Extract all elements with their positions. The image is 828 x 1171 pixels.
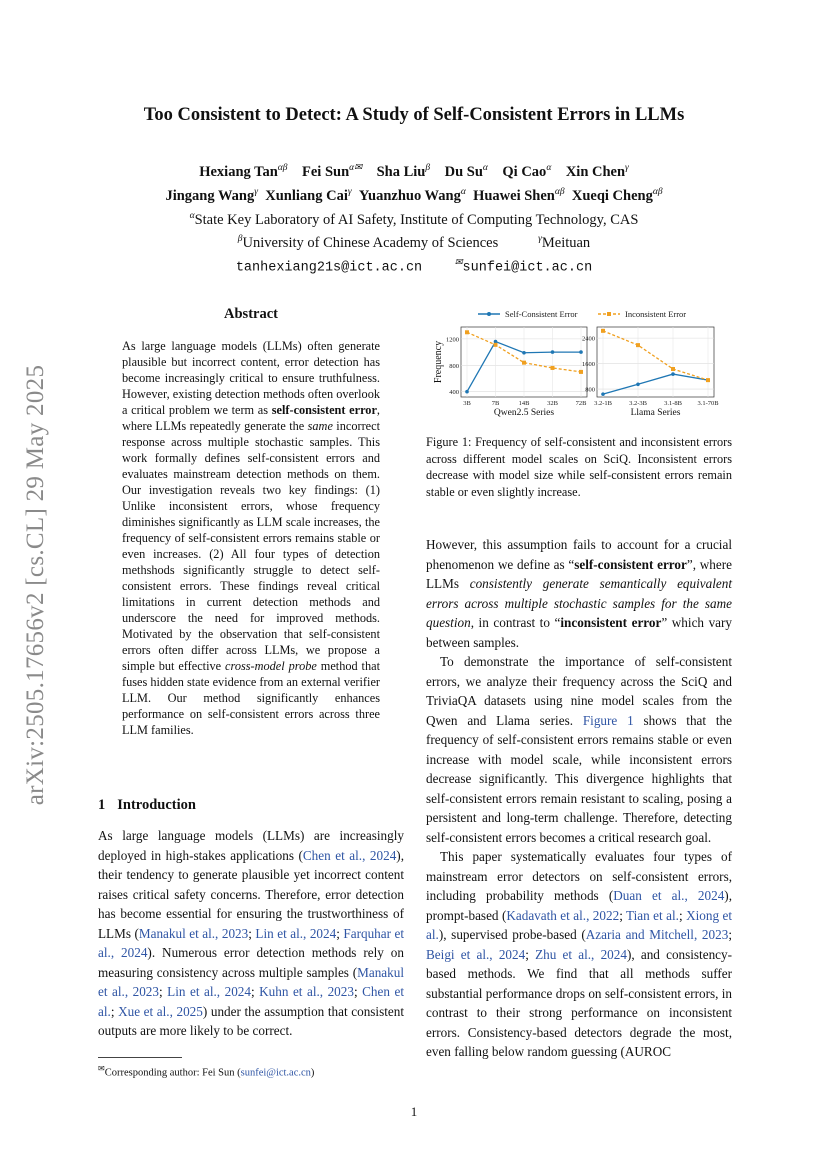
author: Du $Su^\alpha$ [444,163,488,180]
email-line [0,253,828,279]
paper-title: Too Consistent to Detect: A Study of Self-Consistent Errors in LLMs [143,105,685,125]
x-tick-label: 3.1-70B [697,400,719,407]
figure-caption: Figure 1: Frequency of self-consistent and inconsistent errors across different model scales on SciQ. Inconsistent errors decrease with model size while self-consistent errors remain stable or even slightly increase. [426,435,732,499]
citation-link[interactable]: Xiong et al. [426,907,732,942]
x-tick-label: 3.2-3B [629,400,647,407]
inconsistent-point [601,329,605,333]
inconsistent-point [636,343,640,347]
paragraph: To demonstrate the importance of self-consistent errors, we analyze their frequency across the SciQ and TriviaQA datasets using nine model scales from the Qwen and Llama series. Figure 1 shows that the frequency of self-consistent errors remains stable or even increase with model scale, while inconsistent errors decrease significantly. This divergence highlights that self-consistent errors remain resistant to scaling, posing a persistent and long-term challenge. Therefore, detecting self-consistent errors becomes a critical research goal. [426,654,732,845]
legend-label: Inconsistent Error [625,309,687,319]
paragraph: This paper systematically evaluates four types of mainstream error detectors on self-consistent errors, including probability methods (Duan et al., 2024), prompt-based (Kadavath et al., 2022; Tian et al.; Xiong et al.), supervised probe-based (Azaria and Mitchell, 2023; Beigi et al., 2024; Zhu et al., 2024), and consistency-based methods. We find that all methods suffer substantial performance drops on self-consistent errors, in contrast to their strong performance on inconsistent errors. Consistency-based detectors degrade the most, even falling below random guessing (AUROC [426,849,733,1059]
citation-link[interactable]: Chen et al. [98,984,404,1019]
x-tick-label: 3B [463,400,471,407]
author: Hexiang Tan$^{\alpha\beta}$ [199,163,288,180]
self-consistent-point [551,350,555,354]
citation-link[interactable]: Farquhar et al., 2024 [98,925,405,960]
citation-link[interactable]: Lin et al., 2024 [255,925,337,941]
legend-marker [607,312,611,316]
citation-link[interactable]: Duan et al., 2024 [613,888,725,903]
footnote-rule [98,1057,182,1058]
author: Yuanzhuo Wang$^\alpha$ [358,186,466,204]
x-axis-label: Llama Series [630,408,681,418]
inconsistent-point [465,330,469,334]
right-column-text [426,535,732,1062]
plot-frame [597,327,714,397]
self-consistent-point [465,390,469,394]
citation-link[interactable]: Lin et al., 2024 [167,984,251,999]
x-tick-label: 32B [547,400,558,407]
inconsistent-point [522,361,526,365]
paragraph: However, this assumption fails to account for a crucial phenomenon we define as “self-consistent error”, where LLMs consistently generate semantically equivalent errors across multiple stochastic samples for the same question, in contrast to “inconsistent error” which vary between samples. [426,537,733,650]
arxiv-stamp: arXiv:2505.17656v2 [cs.CL] 29 May 2025 [22,364,49,806]
self-consistent-point [494,340,498,344]
inconsistent-point [494,343,498,347]
citation-link[interactable]: Kadavath et al., 2022 [506,907,620,923]
legend-label: Self-Consistent Error [505,309,578,319]
author: Xueqi Cheng$^{\alpha\beta}$ [571,186,663,204]
email-link[interactable]: tanhexiang21s@ict.ac.cn [235,260,423,276]
citation-link[interactable]: Kuhn et al., 2023 [259,984,354,999]
envelope-icon: ✉ [98,1064,105,1073]
abstract-body: As large language models (LLMs) often generate plausible but incorrect content, error detection has become increasingly critical to ensure truthfulness. However, existing detection methods often overlook a critical problem we term as self-consistent error, where LLMs repeatedly generate the same incorrect response across multiple stochastic samples. This work formally defines self-consistent errors and evaluates mainstream detection methods on them. Our investigation reveals two key findings: (1) Unlike inconsistent errors, whose frequency diminishes significantly as LLM scale increases, the frequency of self-consistent errors remains stable or even increases. (2) All four types of detection methshods significantly struggle to detect self-consistent errors. These findings reveal critical limitations in current detection methods and underscore the need for improved methods. Motivated by the observation that self-consistent errors often differ across LLMs, we propose a simple but effective cross-model probe method that fuses hidden state evidence from an external verifier LLM. Our method significantly enhances performance on self-consistent errors across three LLM families. [122,339,380,737]
section-heading: 1 Introduction [98,797,196,813]
figure-ref-link[interactable]: Figure 1 [582,712,634,728]
author: Jingang Wang$^\gamma$ [165,186,258,204]
x-tick-label: 72B [575,400,587,407]
citation-link[interactable]: Tian et al. [626,907,679,923]
envelope-icon: ✉ [454,257,463,269]
self-consistent-point [636,382,640,386]
page-number: 1 [410,1104,418,1119]
author: Qi Cao$^\alpha$ [502,163,552,180]
self-consistent-point [579,350,583,354]
x-tick-label: 3.2-1B [594,400,612,407]
inconsistent-point [551,366,555,370]
author: Sha Liu$^\beta$ [376,163,431,180]
legend-marker [487,312,491,316]
abstract-heading: Abstract [224,306,278,322]
x-tick-label: 14B [518,400,530,407]
self-consistent-line [603,374,708,394]
authors-line-2 [0,182,828,206]
citation-link[interactable]: Chen et al., 2024 [302,847,397,863]
figure-1-chart [424,302,732,428]
citation-link[interactable]: Manakul et al., 2023 [138,925,249,941]
email-link[interactable]: sunfei@ict.ac.cn [462,260,593,276]
email-link[interactable]: sunfei@ict.ac.cn [240,1067,311,1079]
citation-link[interactable]: Manakul et al., 2023 [98,964,404,999]
citation-link[interactable]: Zhu et al., 2024 [535,946,627,962]
y-axis-label: Frequency [433,340,444,384]
author: Fei Sun$^{\alpha✉}$ [302,163,363,180]
x-axis-label: Qwen2.5 Series [493,408,555,418]
y-tick-label: 400 [449,389,459,397]
intro-paragraph: As large language models (LLMs) are increasingly deployed in high-stakes applications (Chen et al., 2024), their tendency to generate plausible yet incorrect content raises critical safety concerns. Therefore, error detection has become essential for ensuring the trustworthiness of LLMs (Manakul et al., 2023; Lin et al., 2024; Farquhar et al., 2024). Numerous error detection methods rely on measuring consistency across multiple samples (Manakul et al., 2023; Lin et al., 2024; Kuhn et al., 2023; Chen et al.; Xue et al., 2025) under the assumption that consistent outputs are more likely to be correct. [98,828,405,1038]
y-tick-label: 1200 [446,336,459,344]
y-tick-label: 1600 [582,361,595,369]
author: Huawei Shen$^{\alpha\beta}$ [473,186,565,204]
author-block [0,158,828,279]
inconsistent-point [579,370,583,374]
affiliation-beta-gamma: $^\beta$University of Chinese Academy of Sciences $^\gamma$Meituan [237,234,591,252]
author: Xunliang Cai$^\gamma$ [265,186,352,204]
citation-link[interactable]: Beigi et al., 2024 [426,946,526,962]
footnote: ✉Corresponding author: Fei Sun (sunfei@ict.ac.cn) [98,1064,315,1079]
self-consistent-point [601,392,605,396]
citation-link[interactable]: Azaria and Mitchell, 2023 [585,927,729,942]
y-tick-label: 800 [585,386,595,394]
self-consistent-point [671,372,675,376]
authors-line-1 [0,158,828,182]
inconsistent-point [706,378,710,382]
author: Xin Chen$^\gamma$ [565,163,629,180]
y-tick-label: 2400 [582,335,595,343]
citation-link[interactable]: Xue et al., 2025 [118,1003,203,1019]
affiliation-alpha: $^\alpha$State Key Laboratory of AI Safety, Institute of Computing Technology, CAS [189,210,639,228]
self-consistent-point [522,351,526,355]
inconsistent-point [671,367,675,371]
x-tick-label: 3.1-8B [664,400,682,407]
x-tick-label: 7B [491,400,500,407]
y-tick-label: 800 [449,362,459,370]
